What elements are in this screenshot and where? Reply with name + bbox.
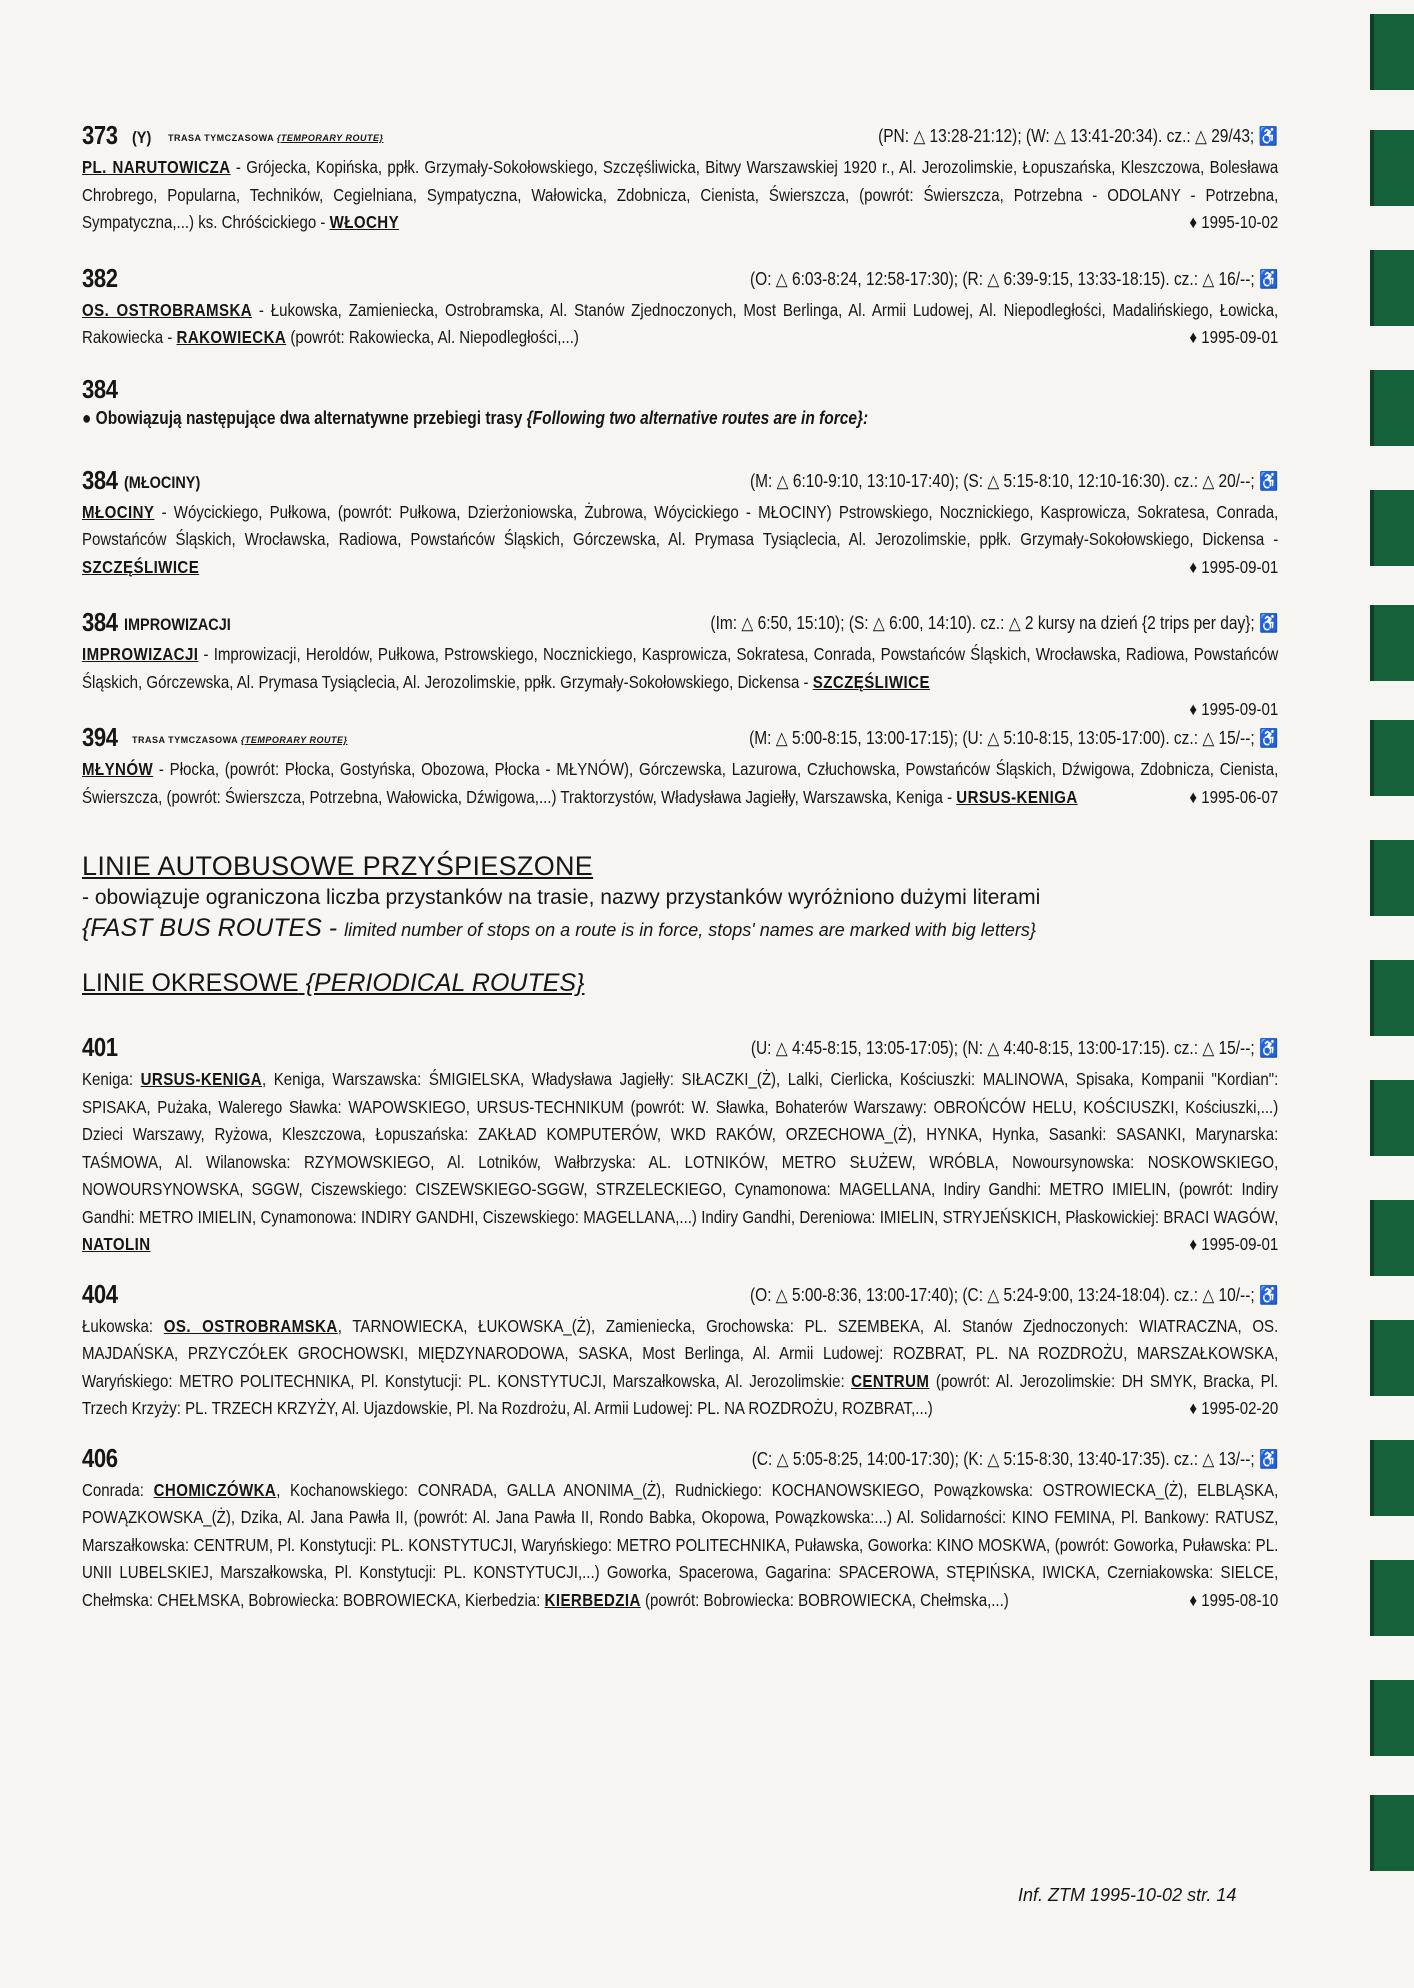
route-schedule: (C: △ 5:05-8:25, 14:00-17:30); (K: △ 5:15-8:30, 13:40-17:35). cz.: △ 13/--; ♿ (751, 1448, 1278, 1469)
temporary-route-label: TRASA TYMCZASOWA {TEMPORARY ROUTE} (168, 133, 384, 143)
alternative-routes-note: ● Obowiązują następujące dwa alternatywne przebiegi trasy {Following two alternative routes are in force}: (82, 407, 869, 428)
route-tag: (MŁOCINY) (124, 472, 201, 492)
route-schedule: (M: △ 6:10-9:10, 13:10-17:40); (S: △ 5:15-8:10, 12:10-16:30). cz.: △ 20/--; ♿ (749, 470, 1278, 491)
route-date: ♦ 1995-09-01 (1189, 699, 1279, 719)
route-entry-394 (82, 722, 1278, 811)
route-number: 394 (82, 722, 118, 752)
binder-tab (1370, 130, 1414, 206)
route-description: PL. NARUTOWICZA - Grójecka, Kopińska, ppłk. Grzymały-Sokołowskiego, Szczęśliwicka, Bitwy Warszawskiej 1920 r., Al. Jerozolimskie, Łopuszańska, Kleszczowa, Bolesława Chrobrego, Popularna, Techników, Cegielniana, Sympatyczna, Wałowicka, Zdobnicza, Cienista, Świerszcza, (powrót: Świerszcza, Potrzebna - ODOLANY - Potrzebna, Sympatyczna,...) ks. Chróścickiego - WŁOCHY ♦ 1995-10-02 (82, 154, 1278, 237)
fast-bus-section-header (82, 851, 1278, 998)
route-terminus-start: MŁOCINY (82, 501, 155, 522)
route-entry-384-note (82, 374, 1278, 429)
binder-tab (1370, 1200, 1414, 1276)
document-page (82, 120, 1278, 1614)
route-number: 406 (82, 1442, 118, 1473)
route-number: 384 (82, 464, 118, 495)
section-subtitle-en: {FAST BUS ROUTES - limited number of stops on a route is in force, stops' names are marked with big letters} (82, 914, 1036, 942)
route-number: 401 (82, 1032, 118, 1062)
route-description: MŁOCINY - Wóycickiego, Pułkowa, (powrót: Pułkowa, Dzierżoniowska, Żubrowa, Wóycickiego - MŁOCINY) Pstrowskiego, Nocznickiego, Kasprowicza, Sokratesa, Conrada, Powstańców Śląskich, Wrocławska, Radiowa, Powstańców Śląskich, Górczewska, Al. Prymasa Tysiąclecia, Al. Jerozolimskie, ppłk. Grzymały-Sokołowskiego, Dickensa - SZCZĘŚLIWICE ♦ 1995-09-01 (82, 499, 1278, 582)
binder-tab (1370, 840, 1414, 916)
route-tag: (Y) (132, 128, 152, 147)
route-schedule: (M: △ 5:00-8:15, 13:00-17:15); (U: △ 5:10-8:15, 13:05-17:00). cz.: △ 15/--; ♿ (748, 728, 1278, 748)
route-entry-384-improwizacji (82, 607, 1279, 719)
route-terminus-start: CHOMICZÓWKA (153, 1479, 277, 1500)
route-description: Conrada: CHOMICZÓWKA, Kochanowskiego: CONRADA, GALLA ANONIMA_(Ż), Rudnickiego: KOCHANOWSKIEGO, Powązkowska: OSTROWIECKA_(Ż), ELBLĄSKA, POWĄZKOWSKA_(Ż), Dzika, Al. Jana Pawła II, (powrót: Al. Jana Pawła II, Rondo Babka, Okopowa, Powązkowska:...) Al. Solidarności: KINO FEMINA, Pl. Bankowy: RATUSZ, Marszałkowska: CENTRUM, Pl. Konstytucji: PL. KONSTYTUCJI, Waryńskiego: METRO POLITECHNIKA, Puławska, Goworka: KINO MOSKWA, (powrót: Goworka, Puławska: PL. UNII LUBELSKIEJ, Marszałkowska, Pl. Konstytucji: PL. KONSTYTUCJI,...) Goworka, Spacerowa, Gagarina: SPACEROWA, STĘPIŃSKA, IWICKA, Czerniakowska: SIELCE, Chełmska: CHEŁMSKA, Bobrowiecka: BOBROWIECKA, Kierbedzia: KIERBEDZIA (powrót: Bobrowiecka: BOBROWIECKA, Chełmska,...) ♦ 1995-08-10 (82, 1477, 1278, 1615)
temporary-route-label: TRASA TYMCZASOWA {TEMPORARY ROUTE} (132, 735, 348, 745)
route-schedule: (U: △ 4:45-8:15, 13:05-17:05); (N: △ 4:40-8:15, 13:00-17:15). cz.: △ 15/--; ♿ (750, 1038, 1278, 1058)
route-description: Keniga: URSUS-KENIGA, Keniga, Warszawska: ŚMIGIELSKA, Władysława Jagiełły: SIŁACZKI_(Ż), Lalki, Cierlicka, Kościuszki: MALINOWA, Spisaka, Kompanii "Kordian": SPISAKA, Pużaka, Walerego Sławka: WAPOWSKIEGO, URSUS-TECHNIKUM (powrót: W. Sławka, Bohaterów Warszawy: OBROŃCÓW HELU, KOŚCIUSZKI, Kościuszki,...) Dzieci Warszawy, Ryżowa, Kleszczowa, Łopuszańska: ZAKŁAD KOMPUTERÓW, WKD RAKÓW, ORZECHOWA_(Ż), HYNKA, Hynka, Sasanki: SASANKI, Marynarska: TAŚMOWA, Al. Wilanowska: RZYMOWSKIEGO, Al. Lotników, Wałbrzyska: AL. LOTNIKÓW, METRO SŁUŻEW, WRÓBLA, Nowoursynowska: NOSKOWSKIEGO, NOWOURSYNOWSKA, SGGW, Ciszewskiego: CISZEWSKIEGO-SGGW, STRZELECKIEGO, Cynamonowa: MAGELLANA, Indiry Gandhi: METRO IMIELIN, (powrót: Indiry Gandhi: METRO IMIELIN, Cynamonowa: INDIRY GANDHI, Ciszewskiego: MAGELLANA,...) Indiry Gandhi, Dereniowa: IMIELIN, STRYJEŃSKICH, Płaskowickiej: BRACI WAGÓW, NATOLIN ♦ 1995-09-01 (82, 1066, 1278, 1259)
binder-tab (1370, 14, 1414, 90)
route-terminus-end: KIERBEDZIA (544, 1589, 641, 1610)
binder-tab (1370, 960, 1414, 1036)
route-number: 373 (82, 120, 118, 150)
periodic-routes-title: LINIE OKRESOWE {PERIODICAL ROUTES} (82, 969, 585, 997)
route-terminus-end: URSUS-KENIGA (956, 786, 1078, 807)
binder-tab (1370, 1795, 1414, 1871)
route-entry-406 (82, 1443, 1278, 1615)
route-entry-384-mlociny (82, 465, 1278, 582)
route-terminus-end: CENTRUM (851, 1370, 930, 1391)
route-description: OS. OSTROBRAMSKA - Łukowska, Zamieniecka, Ostrobramska, Al. Stanów Zjednoczonych, Most Berlinga, Al. Armii Ludowej, Al. Niepodległości, Madalińskiego, Łowicka, Rakowiecka - RAKOWIECKA (powrót: Rakowiecka, Al. Niepodległości,...) ♦ 1995-09-01 (82, 297, 1278, 352)
binder-tab (1370, 605, 1414, 681)
route-description: IMPROWIZACJI - Improwizacji, Heroldów, Pułkowa, Pstrowskiego, Nocznickiego, Kasprowicza, Sokratesa, Conrada, Powstańców Śląskich, Wrocławska, Radiowa, Powstańców Śląskich, Górczewska, Al. Prymasa Tysiąclecia, Al. Jerozolimskie, ppłk. Grzymały-Sokołowskiego, Dickensa - SZCZĘŚLIWICE ♦ 1995-09-01 (82, 641, 1278, 696)
route-terminus-end: NATOLIN (82, 1234, 151, 1254)
binder-tab (1370, 720, 1414, 796)
binder-tab (1370, 1080, 1414, 1156)
binder-tab (1370, 250, 1414, 326)
route-schedule: (O: △ 5:00-8:36, 13:00-17:40); (C: △ 5:24-9:00, 13:24-18:04). cz.: △ 10/--; ♿ (749, 1284, 1278, 1305)
binder-tab (1370, 1320, 1414, 1396)
route-number: 384 (82, 373, 118, 404)
route-entry-401 (82, 1032, 1278, 1259)
route-number: 384 (82, 607, 118, 637)
route-terminus-end: WŁOCHY (329, 212, 400, 232)
route-terminus-start: URSUS-KENIGA (140, 1069, 263, 1089)
binder-tab (1370, 490, 1414, 566)
binder-tab (1370, 1680, 1414, 1756)
route-tag: IMPROWIZACJI (124, 615, 231, 634)
route-entry-382 (82, 263, 1278, 352)
binder-tab (1370, 1560, 1414, 1636)
binder-tab (1370, 370, 1414, 446)
binder-tab (1370, 1440, 1414, 1516)
route-date: ♦ 1995-02-20 (1189, 1398, 1279, 1418)
page-footer: Inf. ZTM 1995-10-02 str. 14 (1018, 1885, 1237, 1905)
section-title: LINIE AUTOBUSOWE PRZYŚPIESZONE (82, 851, 594, 881)
route-terminus-start: IMPROWIZACJI (82, 644, 199, 664)
route-entry-373 (82, 120, 1278, 237)
route-date: ♦ 1995-08-10 (1189, 1589, 1279, 1610)
route-date: ♦ 1995-09-01 (1189, 327, 1279, 347)
route-schedule: (Im: △ 6:50, 15:10); (S: △ 6:00, 14:10). cz.: △ 2 kursy na dzień {2 trips per day}; ♿ (710, 613, 1278, 633)
route-terminus-end: SZCZĘŚLIWICE (82, 556, 200, 577)
route-number: 382 (82, 262, 118, 293)
route-date: ♦ 1995-09-01 (1189, 1234, 1279, 1254)
route-number: 404 (82, 1278, 118, 1309)
route-terminus-start: OS. OSTROBRAMSKA (82, 299, 253, 320)
route-schedule: (O: △ 6:03-8:24, 12:58-17:30); (R: △ 6:39-9:15, 13:33-18:15). cz.: △ 16/--; ♿ (749, 268, 1278, 289)
route-terminus-end: RAKOWIECKA (176, 327, 287, 347)
route-date: ♦ 1995-06-07 (1189, 786, 1279, 807)
route-description: Łukowska: OS. OSTROBRAMSKA, TARNOWIECKA, ŁUKOWSKA_(Ż), Zamieniecka, Grochowska: PL. SZEMBEKA, Al. Stanów Zjednoczonych: WIATRACZNA, OS. MAJDAŃSKA, PRZYCZÓŁEK GROCHOWSKI, MIĘDZYNARODOWA, SASKA, Most Berlinga, Al. Armii Ludowej: ROZBRAT, PL. NA ROZDROŻU, MARSZAŁKOWSKA, Waryńskiego: METRO POLITECHNIKA, Pl. Konstytucji: PL. KONSTYTUCJI, Marszałkowska, Al. Jerozolimskie: CENTRUM (powrót: Al. Jerozolimskie: DH SMYK, Bracka, Pl. Trzech Krzyży: PL. TRZECH KRZYŻY, Al. Ujazdowskie, Pl. Na Rozdrożu, Al. Armii Ludowej: PL. NA ROZDROŻU, ROZBRAT,...) ♦ 1995-02-20 (82, 1313, 1278, 1423)
route-date: ♦ 1995-09-01 (1189, 556, 1279, 577)
route-schedule: (PN: △ 13:28-21:12); (W: △ 13:41-20:34). cz.: △ 29/43; ♿ (878, 126, 1278, 146)
route-entry-404 (82, 1279, 1278, 1423)
route-terminus-end: SZCZĘŚLIWICE (812, 671, 930, 692)
route-date: ♦ 1995-10-02 (1189, 212, 1279, 232)
binder-tabs (1354, 0, 1414, 1988)
section-subtitle: - obowiązuje ograniczona liczba przystanków na trasie, nazwy przystanków wyróżniono dużymi literami (82, 886, 1041, 909)
route-terminus-start: MŁYNÓW (82, 759, 154, 779)
route-description: MŁYNÓW - Płocka, (powrót: Płocka, Gostyńska, Obozowa, Płocka - MŁYNÓW), Górczewska, Lazurowa, Człuchowska, Powstańców Śląskich, Dźwigowa, Zdobnicza, Cienista, Świerszcza, (powrót: Świerszcza, Potrzebna, Wałowicka, Dźwigowa,...) Traktorzystów, Władysława Jagiełły, Warszawska, Keniga - URSUS-KENIGA ♦ 1995-06-07 (82, 756, 1278, 811)
route-terminus-start: OS. OSTROBRAMSKA (163, 1315, 338, 1336)
route-terminus-start: PL. NARUTOWICZA (82, 157, 231, 177)
